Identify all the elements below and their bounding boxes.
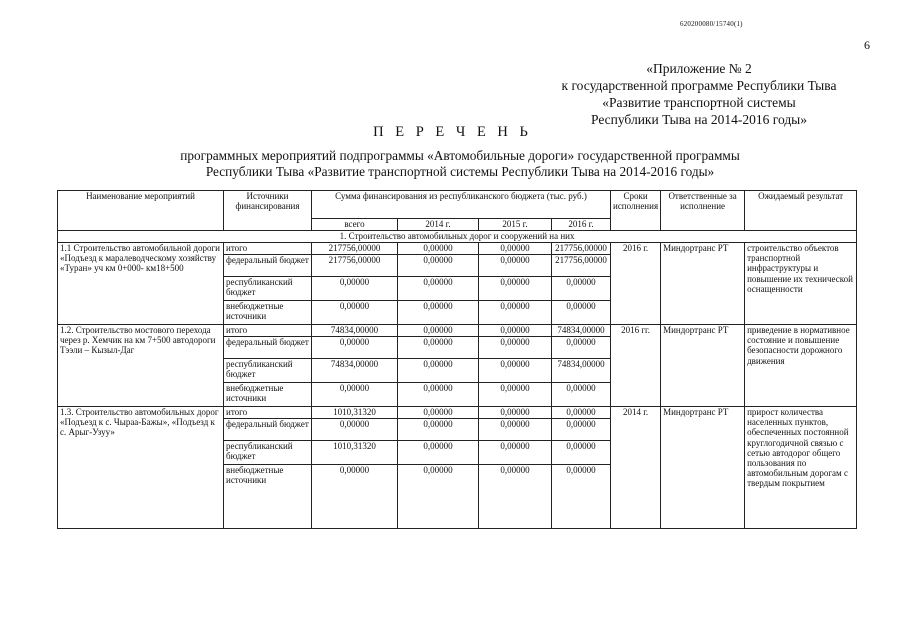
funding-source: республиканский бюджет [224, 441, 312, 465]
amount-total: 0,00000 [312, 277, 398, 301]
section-title: 1. Строительство автомобильных дорог и сооружений на них [58, 231, 857, 243]
amount-2015: 0,00000 [479, 337, 552, 359]
amount-total: 0,00000 [312, 465, 398, 529]
appendix-header [529, 60, 869, 128]
header-2016: 2016 г. [552, 219, 611, 231]
amount-2015: 0,00000 [479, 465, 552, 529]
expected-result: прирост количества населенных пунктов, обеспеченных постоянной круглогодичной связью с сетью автодорог общего пользования по автомобильным дорогам с твердым покрытием [745, 407, 857, 529]
responsible-party: Миндортранс РТ [661, 407, 745, 529]
amount-2016: 0,00000 [552, 277, 611, 301]
amount-2016: 0,00000 [552, 337, 611, 359]
amount-total: 217756,00000 [312, 243, 398, 255]
funding-source: внебюджетные источники [224, 465, 312, 529]
responsible-party: Миндортранс РТ [661, 325, 745, 407]
amount-2014: 0,00000 [398, 337, 479, 359]
page-number: 6 [864, 38, 870, 52]
amount-total: 74834,00000 [312, 359, 398, 383]
amount-2015: 0,00000 [479, 419, 552, 441]
document-subtitle [60, 148, 860, 180]
funding-source: итого [224, 407, 312, 419]
amount-2014: 0,00000 [398, 277, 479, 301]
header-sum: Сумма финансирования из республиканского бюджета (тыс. руб.) [312, 191, 611, 219]
amount-2014: 0,00000 [398, 301, 479, 325]
execution-term: 2016 г. [611, 243, 661, 325]
funding-source: итого [224, 243, 312, 255]
amount-2016: 217756,00000 [552, 243, 611, 255]
amount-2015: 0,00000 [479, 383, 552, 407]
amount-2014: 0,00000 [398, 255, 479, 277]
expected-result: приведение в нормативное состояние и повышение безопасности дорожного движения [745, 325, 857, 407]
amount-2014: 0,00000 [398, 441, 479, 465]
amount-2016: 0,00000 [552, 407, 611, 419]
appendix-line-4: Республики Тыва на 2014-2016 годы» [590, 112, 808, 127]
funding-source: итого [224, 325, 312, 337]
amount-2016: 0,00000 [552, 383, 611, 407]
amount-2014: 0,00000 [398, 465, 479, 529]
amount-2015: 0,00000 [479, 441, 552, 465]
document-number: 620200080/15740(1) [680, 20, 743, 28]
expected-result: строительство объектов транспортной инфраструктуры и повышение их технической оснащенности [745, 243, 857, 325]
amount-2014: 0,00000 [398, 383, 479, 407]
subtitle-line-1: программных мероприятий подпрограммы «Автомобильные дороги» государственной программы [180, 148, 740, 163]
amount-2016: 0,00000 [552, 441, 611, 465]
amount-2016: 74834,00000 [552, 325, 611, 337]
document-title: П Е Р Е Ч Е Н Ь [373, 124, 532, 140]
responsible-party: Миндортранс РТ [661, 243, 745, 325]
amount-total: 0,00000 [312, 301, 398, 325]
table-row [58, 243, 857, 255]
amount-2014: 0,00000 [398, 359, 479, 383]
amount-total: 1010,31320 [312, 407, 398, 419]
appendix-line-1: «Приложение № 2 [646, 61, 752, 76]
header-result: Ожидаемый результат [745, 191, 857, 231]
amount-total: 1010,31320 [312, 441, 398, 465]
measure-name: 1.3. Строительство автомобильных дорог «Подъезд к с. Чыраа-Бажы», «Подъезд к с. Арыг-Узуу» [58, 407, 224, 529]
table-row [58, 407, 857, 419]
table-row [58, 325, 857, 337]
header-name: Наименование мероприятий [58, 191, 224, 231]
amount-total: 217756,00000 [312, 255, 398, 277]
execution-term: 2016 гг. [611, 325, 661, 407]
amount-2014: 0,00000 [398, 419, 479, 441]
subtitle-line-2: Республики Тыва «Развитие транспортной системы Республики Тыва на 2014-2016 годы» [205, 164, 715, 179]
amount-2015: 0,00000 [479, 359, 552, 383]
header-responsible: Ответственные за исполнение [661, 191, 745, 231]
amount-2015: 0,00000 [479, 301, 552, 325]
amount-2016: 0,00000 [552, 465, 611, 529]
amount-2015: 0,00000 [479, 243, 552, 255]
measure-name: 1.2. Строительство мостового перехода через р. Хемчик на км 7+500 автодороги Тээли – Кызыл-Даг [58, 325, 224, 407]
funding-source: федеральный бюджет [224, 419, 312, 441]
funding-source: федеральный бюджет [224, 337, 312, 359]
header-row [58, 191, 857, 219]
amount-2015: 0,00000 [479, 325, 552, 337]
measures-table [57, 190, 857, 529]
funding-source: республиканский бюджет [224, 277, 312, 301]
amount-total: 0,00000 [312, 419, 398, 441]
amount-total: 74834,00000 [312, 325, 398, 337]
header-term: Сроки исполнения [611, 191, 661, 231]
header-total: всего [312, 219, 398, 231]
funding-source: федеральный бюджет [224, 255, 312, 277]
amount-total: 0,00000 [312, 383, 398, 407]
funding-source: внебюджетные источники [224, 383, 312, 407]
amount-2016: 74834,00000 [552, 359, 611, 383]
header-sources: Источники финансирования [224, 191, 312, 231]
amount-2016: 217756,00000 [552, 255, 611, 277]
amount-2015: 0,00000 [479, 277, 552, 301]
amount-2014: 0,00000 [398, 325, 479, 337]
amount-2015: 0,00000 [479, 407, 552, 419]
execution-term: 2014 г. [611, 407, 661, 529]
header-2015: 2015 г. [479, 219, 552, 231]
funding-source: республиканский бюджет [224, 359, 312, 383]
section-row [58, 231, 857, 243]
amount-2016: 0,00000 [552, 419, 611, 441]
appendix-line-3: «Развитие транспортной системы [602, 95, 796, 110]
appendix-line-2: к государственной программе Республики Тыва [561, 78, 837, 93]
measure-name: 1.1 Строительство автомобильной дороги «Подъезд к маралеводческому хозяйству «Туран» уч км 0+000- км18+500 [58, 243, 224, 325]
amount-2014: 0,00000 [398, 243, 479, 255]
amount-total: 0,00000 [312, 337, 398, 359]
amount-2015: 0,00000 [479, 255, 552, 277]
header-2014: 2014 г. [398, 219, 479, 231]
amount-2014: 0,00000 [398, 407, 479, 419]
amount-2016: 0,00000 [552, 301, 611, 325]
funding-source: внебюджетные источники [224, 301, 312, 325]
